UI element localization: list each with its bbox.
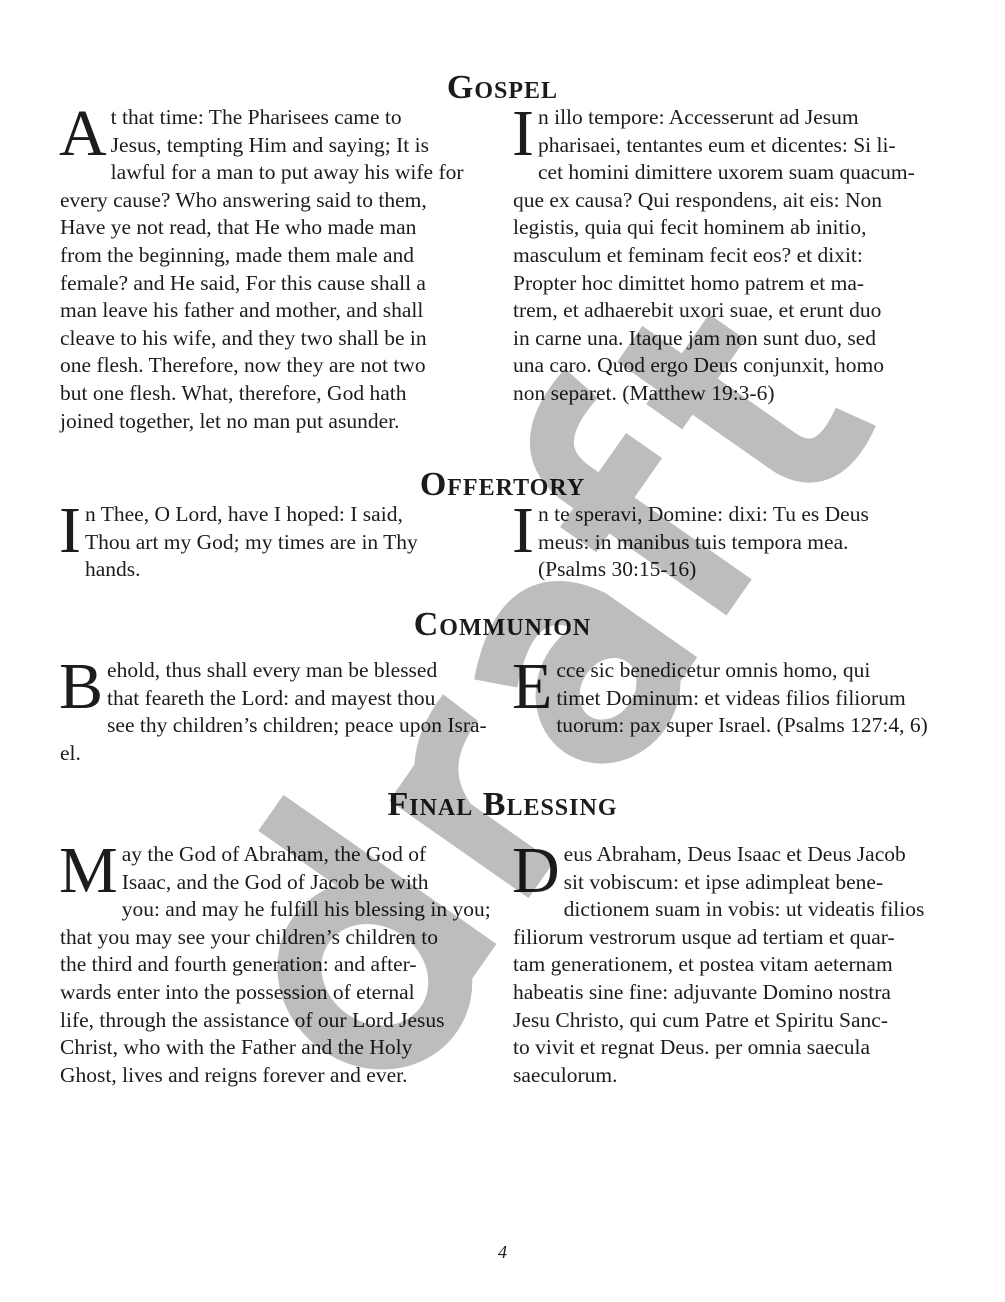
text-line: legistis, quia qui fecit hominem ab initio,: [513, 215, 867, 240]
text-line: that you may see your children’s children to: [60, 924, 438, 949]
text-line: filiorum vestrorum usque ad tertiam et quar-: [513, 924, 895, 949]
text-line: sit vobiscum: et ipse adimpleat bene-: [563, 869, 884, 894]
text-line: cleave to his wife, and they two shall be in: [60, 325, 427, 350]
text-line: but one flesh. What, therefore, God hath: [60, 380, 407, 405]
page-number: 4: [498, 1242, 507, 1262]
text-line: Thou art my God; my times are in Thy: [84, 529, 418, 554]
text-line: ehold, thus shall every man be blessed: [107, 658, 438, 682]
text-line: hands.: [84, 557, 141, 582]
text-line: t that time: The Pharisees came to: [110, 105, 402, 129]
text-line: tam generationem, et postea vitam aeternam: [513, 952, 893, 977]
drop-cap: I: [512, 494, 534, 567]
final-blessing-latin: [512, 834, 953, 1089]
text-line: ay the God of Abraham, the God of: [121, 842, 427, 866]
text-line: dictionem suam in vobis: ut videatis filios: [563, 897, 925, 922]
text-line: que ex causa? Qui respondens, ait eis: Non: [513, 187, 882, 212]
communion-latin: [512, 650, 953, 740]
text-line: non separet. (Matthew 19:3-6): [513, 380, 775, 405]
text-line: tuorum: pax super Israel. (Psalms 127:4, 6): [556, 713, 928, 738]
text-line: una caro. Quod ergo Deus conjunxit, homo: [513, 353, 885, 378]
drop-cap: I: [59, 494, 81, 567]
text-line: trem, et adhaerebit uxori suae, et erunt duo: [513, 298, 882, 323]
text-line: Jesus, tempting Him and saying; It is: [110, 132, 429, 157]
section-heading-offertory: Offertory: [419, 466, 586, 503]
drop-cap: I: [512, 97, 534, 170]
offertory-latin: [512, 494, 953, 584]
drop-cap: M: [59, 834, 118, 907]
text-line: saeculorum.: [513, 1062, 618, 1087]
text-line: one flesh. Therefore, now they are not two: [60, 353, 426, 378]
text-line: wards enter into the possession of eternal: [60, 979, 415, 1004]
text-line: to vivit et regnat Deus. per omnia saecula: [513, 1035, 871, 1060]
text-line: masculum et feminam fecit eos? et dixit:: [513, 242, 863, 267]
text-line: timet Dominum: et videas filios filiorum: [556, 685, 906, 710]
text-line: cce sic benedicetur omnis homo, qui: [556, 658, 871, 682]
text-line: see thy children’s children; peace upon Isra-: [107, 713, 487, 738]
section-heading-communion: Communion: [413, 606, 592, 643]
text-line: Isaac, and the God of Jacob be with: [121, 869, 429, 894]
text-line: Christ, who with the Father and the Holy: [60, 1035, 413, 1060]
final-blessing-english: [59, 834, 500, 1089]
text-line: cet homini dimittere uxorem suam quacum-: [537, 160, 915, 185]
text-line: you: and may he fulfill his blessing in you;: [121, 897, 491, 922]
text-line: life, through the assistance of our Lord Jesus: [60, 1007, 445, 1032]
text-line: lawful for a man to put away his wife for: [110, 160, 464, 185]
text-line: that feareth the Lord: and mayest thou: [107, 685, 436, 710]
text-line: man leave his father and mother, and shall: [60, 298, 424, 323]
text-line: meus: in manibus tuis tempora mea.: [537, 529, 849, 554]
gospel-english: [59, 97, 500, 435]
drop-cap: A: [59, 97, 107, 170]
text-line: in carne una. Itaque jam non sunt duo, sed: [513, 325, 877, 350]
text-line: joined together, let no man put asunder.: [60, 408, 400, 433]
text-line: Propter hoc dimittet homo patrem et ma-: [513, 270, 865, 295]
text-line: (Psalms 30:15-16): [537, 557, 697, 582]
text-line: n Thee, O Lord, have I hoped: I said,: [84, 502, 403, 526]
text-line: female? and He said, For this cause shall a: [60, 270, 426, 295]
text-line: from the beginning, made them male and: [60, 242, 415, 267]
text-line: the third and fourth generation: and after-: [60, 952, 417, 977]
gospel-latin: [512, 97, 953, 408]
text-line: pharisaei, tentantes eum et dicentes: Si li-: [537, 132, 896, 157]
text-line: n illo tempore: Accesserunt ad Jesum: [537, 105, 859, 129]
offertory-english: [59, 494, 500, 584]
text-line: eus Abraham, Deus Isaac et Deus Jacob: [563, 842, 906, 866]
text-line: habeatis sine fine: adjuvante Domino nostra: [513, 979, 891, 1004]
text-line: Have ye not read, that He who made man: [60, 215, 417, 240]
communion-english: [59, 650, 500, 767]
section-heading-final-blessing: Final Blessing: [387, 786, 618, 823]
text-line: every cause? Who answering said to them,: [60, 187, 427, 212]
text-line: n te speravi, Domine: dixi: Tu es Deus: [537, 502, 869, 526]
text-line: el.: [60, 740, 81, 765]
drop-cap: E: [512, 650, 553, 723]
drop-cap: D: [512, 834, 560, 907]
drop-cap: B: [59, 650, 104, 723]
text-line: Ghost, lives and reigns forever and ever.: [60, 1062, 408, 1087]
section-heading-gospel: Gospel: [446, 69, 559, 106]
text-line: Jesu Christo, qui cum Patre et Spiritu Sanc-: [513, 1007, 889, 1032]
